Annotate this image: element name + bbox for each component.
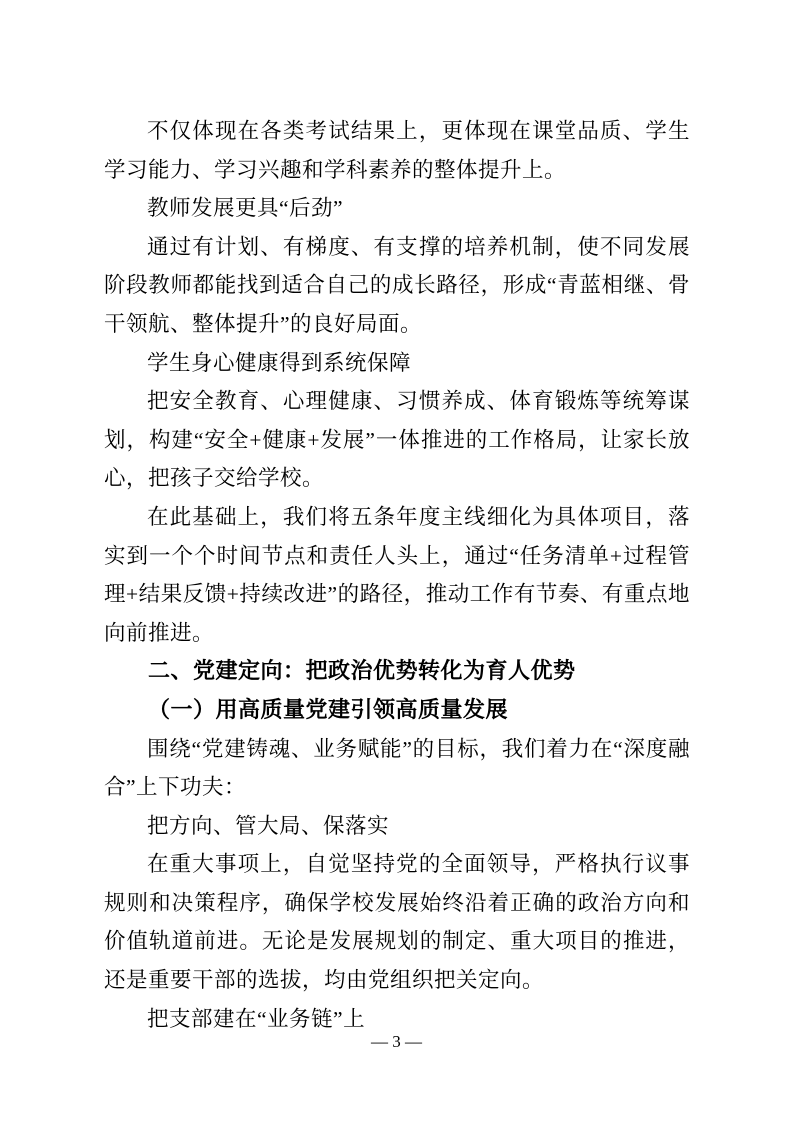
paragraph: 把支部建在“业务链”上	[147, 1006, 366, 1031]
paragraph: 把方向、管大局、保落实	[147, 813, 390, 838]
paragraph: 教师发展更具“后劲”	[147, 196, 344, 221]
document-body	[104, 112, 690, 1038]
paragraph: 通过有计划、有梯度、有支撑的培养机制，使不同发展阶段教师都能找到适合自己的成长路径，形成“青蓝相继、骨干领航、整体提升”的良好局面。	[104, 234, 690, 336]
paragraph: 在此基础上，我们将五条年度主线细化为具体项目，落实到一个个时间节点和责任人头上，通过“任务清单+过程管理+结果反馈+持续改进”的路径，推动工作有节奏、有重点地向前推进。	[104, 504, 690, 645]
page-number: — 3 —	[371, 1032, 422, 1051]
section-heading: 二、党建定向：把政治优势转化为育人优势	[148, 658, 576, 684]
subsection-heading: （一）用高质量党建引领高质量发展	[148, 696, 509, 722]
paragraph: 不仅体现在各类考试结果上，更体现在课堂品质、学生学习能力、学习兴趣和学科素养的整体提升上。	[104, 119, 690, 182]
paragraph: 把安全教育、心理健康、习惯养成、体育锻炼等统筹谋划，构建“安全+健康+发展”一体推进的工作格局，让家长放心，把孩子交给学校。	[104, 389, 690, 491]
paragraph: 围绕“党建铸魂、业务赋能”的目标，我们着力在“深度融合”上下功夫：	[104, 736, 690, 800]
paragraph: 在重大事项上，自觉坚持党的全面领导，严格执行议事规则和决策程序，确保学校发展始终沿着正确的政治方向和价值轨道前进。无论是发展规划的制定、重大项目的推进，还是重要干部的选拔，均由党组织把关定向。	[104, 852, 690, 993]
paragraph: 学生身心健康得到系统保障	[147, 350, 412, 375]
